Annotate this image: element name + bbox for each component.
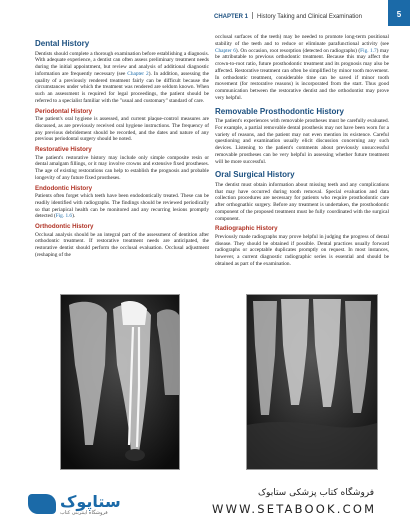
dental-history-heading: Dental History xyxy=(35,39,90,48)
chapter-6-link[interactable]: Chapter 6 xyxy=(215,47,236,54)
oral-surgical-heading: Oral Surgical History xyxy=(215,170,295,180)
running-header xyxy=(0,0,410,26)
chapter-label: CHAPTER 1 xyxy=(214,14,249,20)
radiographic-history-paragraph: Previously made radiographs may prove helpful in judging the progress of dental disease. They should be obtained if possible. Dental practices usually forward radiographs or acceptable duplicates promptly on request. In most instances, however, a current diagnostic radiographic series is essential and should be obtained as part of the examination. xyxy=(215,233,389,267)
left-column xyxy=(35,34,209,261)
dental-history-paragraph: Dentists should complete a thorough examination before establishing a diagnosis. With adequate experience, a dentist can often assess preliminary treatment needs during the initial appointment, but review and analysis of additional diagnostic information are frequently necessary (see Chapter 2). In addition, assessing the quality of a previously rendered treatment fairly can be difficult because the circumstances under which the treatment was rendered are seldom known. When such an assessment is required for legal proceedings, the patient should be referred to a specialist familiar with the "usual and customary" standard of care. xyxy=(35,50,209,104)
chapter-title: History Taking and Clinical Examination xyxy=(257,14,362,20)
orthodontic-history-paragraph: Occlusal analysis should be an integral part of the assessment of dentition after orthodontic treatment. If restorative treatment needs are anticipated, the restorative dentist should perform the occlusal evaluation. Occlusal adjustment (reshaping of the xyxy=(35,231,209,258)
orthodontic-history-heading: Orthodontic History xyxy=(35,223,94,230)
shop-url[interactable]: WWW.SETABOOK.COM xyxy=(212,502,377,516)
header-divider xyxy=(252,12,253,19)
chapter-2-link[interactable]: Chapter 2 xyxy=(127,70,149,77)
page-number: 5 xyxy=(388,0,410,26)
chapter-heading xyxy=(214,12,362,20)
endodontic-history-paragraph: Patients often forget which teeth have been endodontically treated. These can be readily identified with radiographs. The findings should be reviewed periodically so that periapical health can be monitored and any recurring lesions promptly detected (Fig. 1.6). xyxy=(35,193,209,220)
logo-text: ستاپوک xyxy=(60,492,121,511)
removable-prosthodontic-heading: Removable Prosthodontic History xyxy=(215,106,344,116)
oral-surgical-paragraph: The dentist must obtain information about missing teeth and any complications that may have occurred during tooth removal. Special evaluation and data collection procedures are necessary for patients who require prosthodontic care after orthognathic surgery. Before any treatment is undertaken, the prosthodontic component of the proposed treatment must be fully coordinated with the surgical component. xyxy=(215,181,389,222)
right-column xyxy=(215,34,389,270)
endodontic-history-heading: Endodontic History xyxy=(35,184,93,192)
logo-mark-icon xyxy=(28,494,56,514)
removable-prosthodontic-paragraph: The patient's experiences with removable prostheses must be carefully evaluated. For example, a partial removable dental prosthesis may not have been worn for a variety of reasons, and the patient may not even mention its existence. Careful questioning and examination usually elicit discussion concerning any such devices. Listening to the patient's comments about previously unsuccessful removable prostheses can be very helpful in assessing whether future treatment will be more successful. xyxy=(215,118,389,165)
logo-subtitle: فروشگاه اینترنتی کتاب xyxy=(60,510,108,516)
setabook-logo xyxy=(28,490,128,520)
periodontal-history-paragraph: The patient's oral hygiene is assessed, and current plaque-control measures are discussed, as are previously received oral hygiene instructions. The frequency of any previous debridement should be recorded, and the dates and nature of any previous periodontal surgery should be noted. xyxy=(35,116,209,143)
restorative-history-paragraph: The patient's restorative history may include only simple composite resin or dental amalgam fillings, or it may involve crowns and extensive fixed prostheses. The age of existing restorations can help to establish the prognosis and probable longevity of any future fixed prostheses. xyxy=(35,154,209,181)
shop-name: فروشگاه کتاب پزشکی ستابوک xyxy=(258,488,375,498)
orthodontic-continued-paragraph: occlusal surfaces of the teeth) may be needed to promote long-term positional stability of the teeth and to reduce or eliminate parafunctional activity (see Chapter 6). On occasion, root resorption (detected on radiographs) (Fig. 1.7) may be attributable to previous orthodontic treatment. Because this may affect the crown-to-root ratio, future prosthodontic treatment and its prognosis may also be affected. Restorative treatment can often be simplified by minor tooth movement. In orthodontic treatment, considerable time can be saved if minor tooth movement (for restorative reasons) is incorporated from the start. Thus good communication between the restorative dentist and the orthodontist may prove very helpful. xyxy=(215,34,389,101)
restorative-history-heading: Restorative History xyxy=(35,146,92,153)
radiograph-endodontic-image xyxy=(60,294,180,470)
radiograph-root-resorption-image xyxy=(246,294,378,470)
radiograph-root-resorption-drawing xyxy=(247,295,377,469)
periodontal-history-heading: Periodontal History xyxy=(35,107,93,115)
radiograph-endodontic-drawing xyxy=(61,295,179,469)
fig-1-7-link[interactable]: Fig. 1.7 xyxy=(360,47,377,54)
radiographic-history-heading: Radiographic History xyxy=(215,225,278,233)
fig-1-6-link[interactable]: Fig. 1.6 xyxy=(55,213,73,220)
